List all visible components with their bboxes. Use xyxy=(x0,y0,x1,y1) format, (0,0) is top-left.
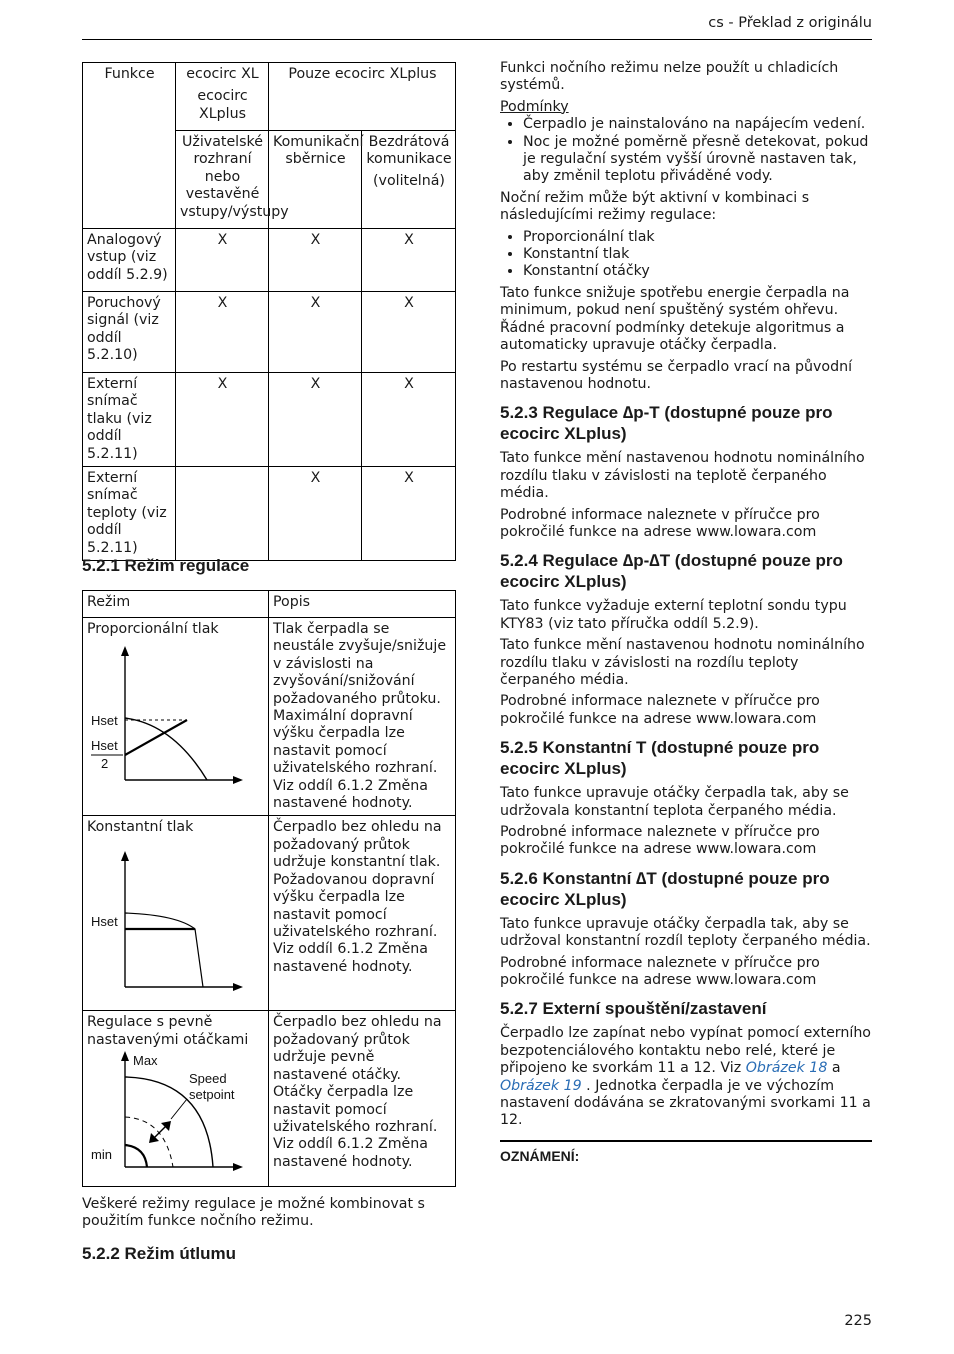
min-label: min xyxy=(91,1147,112,1163)
s527-and: a xyxy=(831,1060,841,1077)
list-item: • Čerpadlo je nainstalováno na napájecím vedení. xyxy=(523,116,872,133)
cell-mark xyxy=(176,467,269,561)
table-row xyxy=(83,816,456,1011)
mode-cell xyxy=(83,816,269,1011)
s527-text-a: Čerpadlo lze zapínat nebo vypínat pomocí externího bezpotenciálového kontaktu nebo relé, které je připojeno ke svorkám 11 a 12. Viz xyxy=(500,1025,871,1077)
hset-label: Hset xyxy=(91,713,118,729)
setpoint-label: setpoint xyxy=(189,1087,235,1103)
cell-mark: X xyxy=(176,292,269,373)
mode-cell xyxy=(83,618,269,816)
col-header-wireless xyxy=(362,131,456,229)
speed-label: Speed xyxy=(189,1071,227,1087)
cell-mark: X xyxy=(362,373,456,467)
row-name: Analogový vstup (viz oddíl 5.2.9) xyxy=(83,229,176,292)
cell-mark: X xyxy=(269,229,362,292)
s525-text-2: Podrobné informace naleznete v příručce pro pokročilé funkce na adrese www.lowara.com xyxy=(500,824,820,858)
s527-text-b: . Jednotka čerpadla je ve výchozím nastavení dodávána se zkratovanými svorkami 11 a 12. xyxy=(500,1077,871,1129)
table-row xyxy=(83,373,456,467)
notice-label: OZNÁMENÍ: xyxy=(500,1147,580,1164)
col-header-desc: Popis xyxy=(269,591,456,618)
section-title-5-2-1: 5.2.1 Režim regulace xyxy=(82,556,250,575)
row-name: Externí snímač teploty (viz oddíl 5.2.11) xyxy=(83,467,176,561)
s527-text xyxy=(500,1025,872,1129)
col-header-funkce: Funkce xyxy=(83,63,176,229)
restart-text: Po restartu systému se čerpadlo vrací na původní nastavenou hodnotu. xyxy=(500,358,853,392)
s523-text-2: Podrobné informace naleznete v příručce pro pokročilé funkce na adrese www.lowara.com xyxy=(500,506,820,540)
list-item: • Konstantní otáčky xyxy=(523,263,872,280)
s524-text-3: Podrobné informace naleznete v příručce pro pokročilé funkce na adrese www.lowara.com xyxy=(500,693,820,727)
proportional-pressure-diagram xyxy=(87,638,265,788)
s524-text-2: Tato funkce mění nastavenou hodnotu nominálního rozdílu tlaku v závislosti na rozdílu teploty čerpaného média. xyxy=(500,637,865,688)
cell-mark: X xyxy=(362,467,456,561)
figure-18-link[interactable]: Obrázek 18 xyxy=(745,1060,828,1077)
modes-combination-note: Veškeré režimy regulace je možné kombinovat s použitím funkce nočního režimu. xyxy=(82,1196,425,1230)
notice-divider xyxy=(500,1140,872,1142)
fixed-speed-diagram xyxy=(87,1049,265,1173)
cell-mark: X xyxy=(269,373,362,467)
table-row xyxy=(83,1011,456,1187)
mode-desc: Čerpadlo bez ohledu na požadovaný průtok udržuje pevně nastavené otáčky. Otáčky čerpadla lze nastavit pomocí uživatelského rozhraní. Viz oddíl 6.1.2 Změna nastavené hodnoty. xyxy=(269,1011,456,1187)
modes-list xyxy=(500,229,872,281)
section-title-5-2-6: 5.2.6 Konstantní ∆T (dostupné pouze pro ecocirc XLplus) xyxy=(500,868,830,909)
mode-desc: Tlak čerpadla se neustále zvyšuje/snižuje v závislosti na zvyšování/snižování požadovaného průtoku. Maximální dopravní výšku čerpadla lze nastavit pomocí uživatelského rozhraní. Viz oddíl 6.1.2 Změna nastavené hodnoty. xyxy=(269,618,456,816)
s524-text-1: Tato funkce vyžaduje externí teplotní sondu typu KTY83 (viz tato příručka oddíl 5.2.9). xyxy=(500,598,847,632)
s525-text-1: Tato funkce upravuje otáčky čerpadla tak, aby se udržovala konstantní teplota čerpaného média. xyxy=(500,785,849,819)
list-item: • Proporcionální tlak xyxy=(523,229,872,246)
col-header-xl xyxy=(176,63,269,131)
mode-name: Regulace s pevně nastavenými otáčkami xyxy=(87,1014,249,1048)
function-table xyxy=(82,62,456,561)
s526-text-2: Podrobné informace naleznete v příručce pro pokročilé funkce na adrese www.lowara.com xyxy=(500,954,820,989)
cell-mark: X xyxy=(269,467,362,561)
s523-text-1: Tato funkce mění nastavenou hodnotu nominálního rozdílu tlaku v závislosti na teplotě čerpaného média. xyxy=(500,450,865,502)
list-item: • Konstantní tlak xyxy=(523,246,872,263)
col-header-only-xlplus: Pouze ecocirc XLplus xyxy=(269,63,456,131)
header-divider xyxy=(82,39,872,40)
list-item: • Noc je možné poměrně přesně detekovat, pokud je regulační systém vyšší úrovně nastaven tak, aby změnil teplotu přiváděné vody. xyxy=(523,134,872,186)
hset-half-label: Hset xyxy=(91,738,118,754)
right-column xyxy=(500,60,872,1165)
cell-mark: X xyxy=(362,229,456,292)
wireless-label: Bezdrátová komunikace xyxy=(366,134,452,168)
conditions-list xyxy=(500,116,872,186)
half-divisor-label: 2 xyxy=(101,756,109,772)
hset-label: Hset xyxy=(91,913,118,929)
table-row xyxy=(83,292,456,373)
mode-name: Proporcionální tlak xyxy=(87,621,219,637)
col-header-bus: Komunikační sběrnice xyxy=(269,131,362,229)
section-title-5-2-7: 5.2.7 Externí spouštění/zastavení xyxy=(500,999,767,1019)
row-name: Externí snímač tlaku (viz oddíl 5.2.11) xyxy=(83,373,176,467)
mode-table xyxy=(82,590,456,1187)
section-title-5-2-4: 5.2.4 Regulace ∆p-∆T (dostupné pouze pro ecocirc XLplus) xyxy=(500,551,843,592)
page-number: 225 xyxy=(844,1313,872,1329)
col-header-user-io: Uživatelské rozhraní nebo vestavěné vstupy/výstupy xyxy=(176,131,269,229)
section-title-5-2-2: 5.2.2 Režim útlumu xyxy=(82,1244,236,1263)
xl-label: ecocirc XL xyxy=(186,66,259,82)
table-row xyxy=(83,618,456,816)
page-header: cs - Překlad z originálu xyxy=(708,15,872,31)
constant-pressure-diagram xyxy=(87,837,265,997)
table-row xyxy=(83,229,456,292)
table-row xyxy=(83,467,456,561)
row-name: Poruchový signál (viz oddíl 5.2.10) xyxy=(83,292,176,373)
energy-text: Tato funkce snižuje spotřebu energie čerpadla na minimum, pokud není spuštěný systém ohřevu. Řádné pracovní podmínky detekuje algoritmus a automaticky upravuje otáčky čerpadla. xyxy=(500,284,850,354)
mode-desc: Čerpadlo bez ohledu na požadovaný průtok udržuje konstantní tlak. Požadovanou dopravní výšku čerpadla lze nastavit pomocí uživatelského rozhraní. Viz oddíl 6.1.2 Změna nastavené hodnoty. xyxy=(269,816,456,1011)
conditions-label: Podmínky xyxy=(500,98,569,115)
section-title-5-2-3: 5.2.3 Regulace ∆p-T (dostupné pouze pro ecocirc XLplus) xyxy=(500,403,833,444)
night-mode-intro: Funkci nočního režimu nelze použít u chladicích systémů. xyxy=(500,60,839,94)
section-title-5-2-5: 5.2.5 Konstantní T (dostupné pouze pro ecocirc XLplus) xyxy=(500,738,820,779)
optional-label: (volitelná) xyxy=(373,172,445,189)
mode-cell xyxy=(83,1011,269,1187)
night-mode-combo-text: Noční režim může být aktivní v kombinaci s následujícími režimy regulace: xyxy=(500,189,810,224)
max-label: Max xyxy=(133,1053,158,1069)
figure-19-link[interactable]: Obrázek 19 xyxy=(500,1077,582,1094)
xlplus-label: ecocirc XLplus xyxy=(197,88,248,122)
cell-mark: X xyxy=(176,229,269,292)
cell-mark: X xyxy=(176,373,269,467)
cell-mark: X xyxy=(362,292,456,373)
s526-text-1: Tato funkce upravuje otáčky čerpadla tak, aby se udržoval konstantní rozdíl teploty čerpaného média. xyxy=(500,915,871,950)
col-header-mode: Režim xyxy=(83,591,269,618)
mode-name: Konstantní tlak xyxy=(87,819,194,836)
cell-mark: X xyxy=(269,292,362,373)
